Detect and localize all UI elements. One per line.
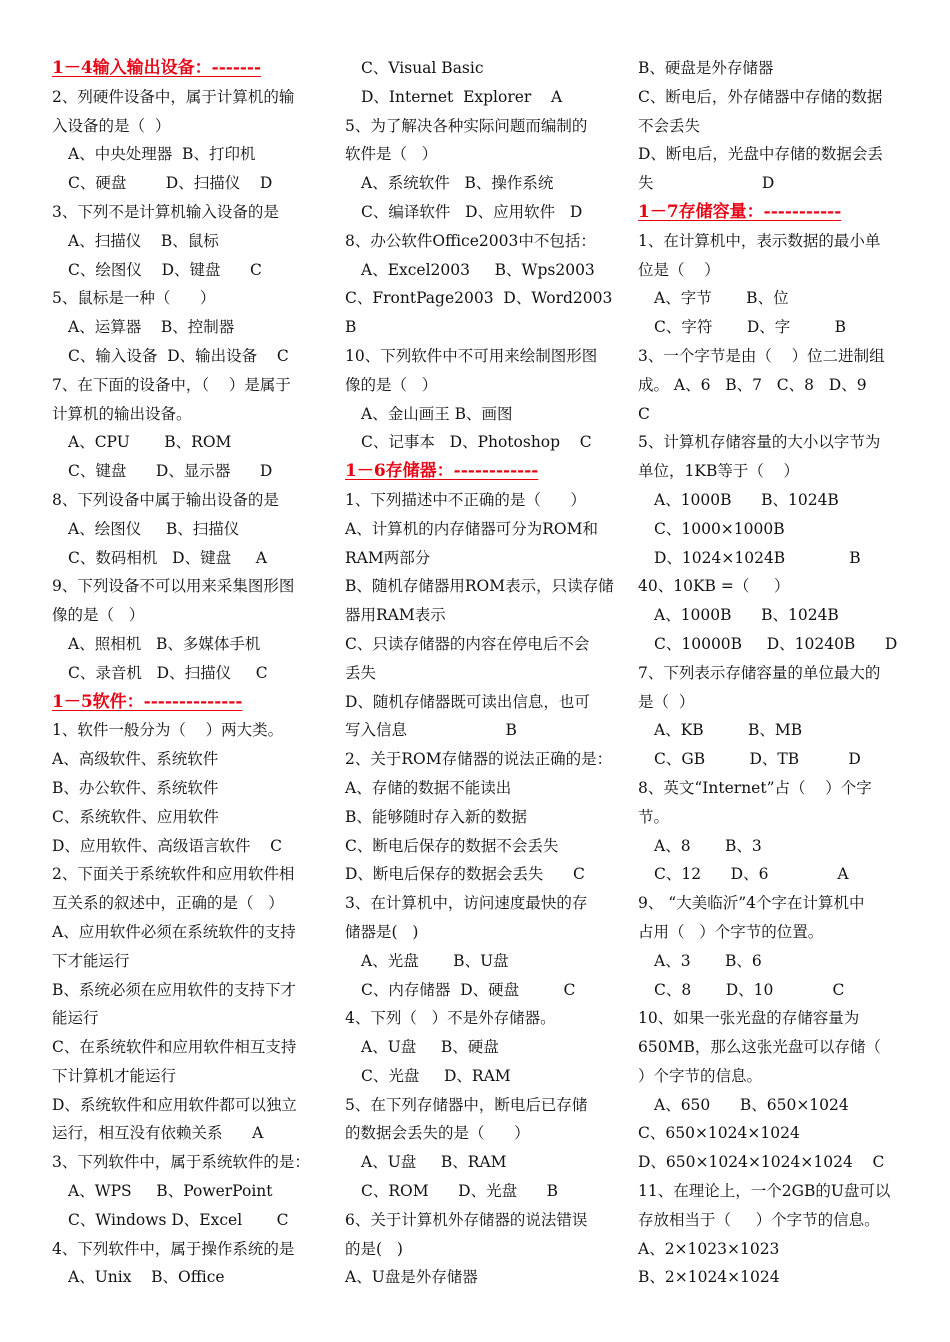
text-line: 计算机的输出设备。 [52,404,192,423]
text-line: 10、如果一张光盘的存储容量为 [638,1009,860,1028]
text-line: B、2×1024×1024 [638,1268,780,1287]
text-line: 的数据会丢失的是（ ） [345,1124,530,1143]
text-line: 单位，1KB等于（ ） [638,462,800,481]
text-line: C、硬盘 D、扫描仪 D [68,174,273,193]
text-line: B、办公软件、系统软件 [52,778,219,797]
text-line: 5、计算机存储容量的大小以字节为 [638,433,881,452]
text-line: RAM两部分 [345,548,431,567]
text-line: D、1024×1024B B [654,548,861,567]
text-line: 1、软件一般分为（ ）两大类。 [52,721,284,740]
text-line: 11、在理论上，一个2GB的U盘可以 [638,1182,891,1201]
text-line: 器用RAM表示 [345,606,446,625]
text-line: D、断电后，光盘中存储的数据会丢 [638,145,883,164]
text-line: B [345,318,357,337]
text-line: C、Visual Basic [361,59,484,77]
text-line: A、2×1023×1023 [638,1239,780,1258]
text-line: 丢失 [345,663,377,682]
text-line: 储器是( ) [345,922,419,941]
text-line: 1、在计算机中，表示数据的最小单 [638,231,881,250]
text-line: D、断电后保存的数据会丢失 C [345,865,585,884]
text-line: 4、下列（ ）不是外存储器。 [345,1009,556,1028]
text-line: 成。 A、6 B、7 C、8 D、9 [638,375,867,394]
section-heading: 1－5软件：-------------- [52,691,243,712]
text-line: 3、一个字节是由（ ）位二进制组 [638,346,885,365]
text-line: 软件是（ ） [345,145,438,164]
text-line: A、金山画王 B、画图 [361,404,513,423]
text-line: C、在系统软件和应用软件相互支持 [52,1038,297,1057]
text-line: 位是（ ） [638,260,720,279]
text-line: 7、下列表示存储容量的单位最大的 [638,663,881,682]
text-line: D、系统软件和应用软件都可以独立 [52,1095,297,1114]
text-line: 7、在下面的设备中，（ ）是属于 [52,375,291,394]
text-line: 互关系的叙述中，正确的是（ ） [52,894,284,913]
text-line: 占用（ ）个字节的位置。 [638,922,824,941]
text-line: C、8 D、10 C [654,980,845,999]
text-line: C、光盘 D、RAM [361,1066,511,1085]
text-line: C、GB D、TB D [654,750,861,769]
text-line: 节。 [638,807,670,826]
text-line: C、断电后，外存储器中存储的数据 [638,87,883,106]
text-line: C、只读存储器的内容在停电后不会 [345,634,590,653]
text-line: C、ROM D、光盘 B [361,1182,559,1201]
text-line: 2、下面关于系统软件和应用软件相 [52,865,295,884]
text-line: C、内存储器 D、硬盘 C [361,980,576,999]
text-line: D、650×1024×1024×1024 C [638,1153,885,1172]
text-line: D、Internet Explorer A [361,87,563,106]
text-line: A、Excel2003 B、Wps2003 [361,260,595,279]
text-line: C、数码相机 D、键盘 A [68,548,267,567]
text-line: 能运行 [52,1009,99,1028]
column-left [52,54,314,1292]
text-line: A、CPU B、ROM [68,433,232,452]
text-line: A、KB B、MB [654,721,803,740]
text-line: 3、下列不是计算机输入设备的是 [52,202,279,221]
text-line: 下才能运行 [52,951,130,970]
text-line: A、应用软件必须在系统软件的支持 [52,922,296,941]
text-line: B、能够随时存入新的数据 [345,807,527,826]
text-line: A、高级软件、系统软件 [52,750,219,769]
text-line: 8、下列设备中属于输出设备的是 [52,490,279,509]
text-line: A、650 B、650×1024 [654,1095,849,1114]
text-line: B、随机存储器用ROM表示，只读存储 [345,577,614,596]
text-line: A、U盘 B、RAM [361,1153,507,1172]
text-line: 40、10KB =（ ） [638,577,790,596]
text-line: A、系统软件 B、操作系统 [361,174,554,193]
text-line: 是（ ） [638,692,695,711]
text-line: C、编译软件 D、应用软件 D [361,202,583,221]
text-line: C [638,404,650,423]
text-line: 3、下列软件中，属于系统软件的是： [52,1153,310,1172]
text-line: 9、 “大美临沂”4个字在计算机中 [638,894,865,913]
text-line: 入设备的是（ ） [52,116,171,135]
text-line: 运行，相互没有依赖关系 A [52,1124,264,1143]
text-line: C、绘图仪 D、键盘 C [68,260,262,279]
text-line: 8、英文“Internet”占（ ）个字 [638,778,872,797]
text-line: 5、鼠标是一种（ ） [52,289,216,308]
text-line: A、1000B B、1024B [654,490,839,509]
text-line: ）个字节的信息。 [638,1066,763,1085]
text-line: 6、关于计算机外存储器的说法错误 [345,1210,588,1229]
text-line: 5、为了解决各种实际问题而编制的 [345,116,588,135]
text-line: A、光盘 B、U盘 [361,951,509,970]
text-line: 的是( ) [345,1239,403,1258]
text-line: C、记事本 D、Photoshop C [361,433,592,452]
text-line: A、存储的数据不能读出 [345,778,512,797]
text-line: A、照相机 B、多媒体手机 [68,634,261,653]
section-heading: 1－4输入输出设备：------- [52,58,262,78]
text-line: 4、下列软件中，属于操作系统的是 [52,1239,295,1258]
text-line: A、计算机的内存储器可分为ROM和 [345,519,598,538]
text-line: B、系统必须在应用软件的支持下才 [52,980,296,999]
text-line: 下计算机才能运行 [52,1066,177,1085]
text-line: A、U盘是外存储器 [345,1268,478,1287]
text-line: A、运算器 B、控制器 [68,318,235,337]
text-line: C、字符 D、字 B [654,318,847,337]
text-line: 写入信息 B [345,721,517,740]
text-line: C、Windows D、Excel C [68,1210,289,1229]
text-line: 像的是（ ） [345,375,438,394]
text-line: B、硬盘是外存储器 [638,59,774,77]
text-line: A、U盘 B、硬盘 [361,1038,499,1057]
column-right [638,54,900,1292]
text-line: 3、在计算机中，访问速度最快的存 [345,894,588,913]
text-line: 存放相当于（ ）个字节的信息。 [638,1210,880,1229]
text-line: C、10000B D、10240B D [654,634,898,653]
text-line: C、录音机 D、扫描仪 C [68,663,268,682]
text-line: A、绘图仪 B、扫描仪 [68,519,240,538]
text-line: A、Unix B、Office [68,1268,225,1287]
text-line: 10、下列软件中不可用来绘制图形图 [345,346,598,365]
text-line: A、1000B B、1024B [654,606,839,625]
text-line: C、键盘 D、显示器 D [68,462,273,481]
text-line: 不会丢失 [638,116,701,135]
text-line: D、应用软件、高级语言软件 C [52,836,282,855]
text-line: A、3 B、6 [654,951,762,970]
section-heading: 1－6存储器：------------ [345,461,539,482]
text-line: D、随机存储器既可读出信息，也可 [345,692,590,711]
text-line: A、字节 B、位 [654,289,789,308]
text-line: C、系统软件、应用软件 [52,807,219,826]
text-line: 2、关于ROM存储器的说法正确的是： [345,750,613,769]
text-line: 5、在下列存储器中，断电后已存储 [345,1095,588,1114]
text-line: 失 D [638,174,775,193]
text-line: C、输入设备 D、输出设备 C [68,346,289,365]
text-line: C、1000×1000B [654,519,785,538]
text-line: A、中央处理器 B、打印机 [68,145,256,164]
text-line: C、断电后保存的数据不会丢失 [345,836,559,855]
section-heading: 1－7存储容量：----------- [638,201,842,222]
text-line: A、扫描仪 B、鼠标 [68,231,219,250]
text-line: 2、列硬件设备中，属于计算机的输 [52,87,295,106]
text-line: 1、下列描述中不正确的是（ ） [345,490,586,509]
text-line: A、8 B、3 [654,836,762,855]
text-line: A、WPS B、PowerPoint [68,1182,273,1201]
text-line: C、FrontPage2003 D、Word2003 [345,289,613,308]
text-line: C、12 D、6 A [654,865,849,884]
column-middle [345,54,614,1292]
text-line: 650MB，那么这张光盘可以存储（ [638,1038,881,1057]
text-line: 像的是（ ） [52,606,145,625]
text-line: 9、下列设备不可以用来采集图形图 [52,577,295,596]
text-line: 8、办公软件Office2003中不包括： [345,231,596,250]
text-line: C、650×1024×1024 [638,1124,800,1143]
